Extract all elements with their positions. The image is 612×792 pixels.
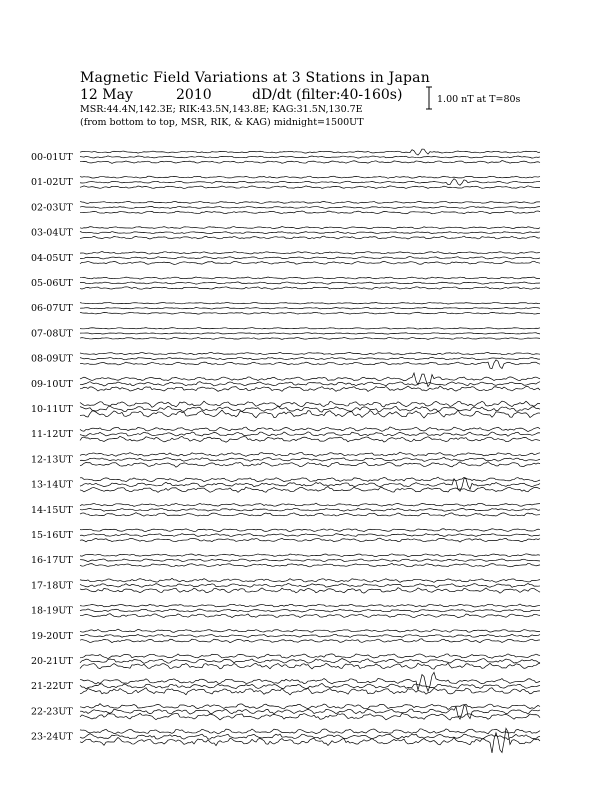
trace-rik-17-18ut: [80, 584, 540, 588]
hour-row-label: 05-06UT: [31, 278, 73, 289]
trace-msr-07-08ut: [80, 337, 540, 339]
trace-rik-12-13ut: [80, 457, 540, 461]
trace-msr-18-19ut: [80, 614, 540, 618]
trace-rik-03-04ut: [80, 232, 540, 234]
trace-kag-00-01ut: [80, 149, 540, 155]
trace-rik-00-01ut: [80, 156, 540, 158]
trace-kag-09-10ut: [80, 373, 540, 387]
trace-msr-01-02ut: [80, 186, 540, 189]
trace-kag-10-11ut: [80, 401, 540, 407]
trace-kag-05-06ut: [80, 277, 540, 279]
trace-rik-14-15ut: [80, 508, 540, 511]
trace-kag-21-22ut: [80, 672, 540, 691]
trace-kag-02-03ut: [80, 201, 540, 203]
hour-row-label: 17-18UT: [31, 580, 73, 592]
hour-row-label: 03-04UT: [31, 227, 73, 239]
trace-kag-06-07ut: [80, 302, 540, 304]
trace-rik-06-07ut: [80, 307, 540, 309]
trace-rik-15-16ut: [80, 534, 540, 537]
trace-msr-17-18ut: [80, 588, 540, 593]
trace-rik-21-22ut: [80, 683, 540, 688]
trace-rik-23-24ut: [80, 734, 540, 740]
hour-row-label: 04-05UT: [31, 252, 73, 264]
hour-row-label: 09-10UT: [31, 378, 73, 390]
hour-row-label: 11-12UT: [31, 429, 73, 441]
hour-row-label: 14-15UT: [31, 504, 73, 516]
trace-rik-07-08ut: [80, 333, 540, 334]
trace-rik-08-09ut: [80, 357, 540, 359]
trace-msr-05-06ut: [80, 287, 540, 289]
scale-bar-label: 1.00 nT at T=80s: [437, 94, 521, 105]
hour-row-label: 22-23UT: [31, 706, 73, 718]
trace-rik-20-21ut: [80, 659, 540, 664]
trace-msr-00-01ut: [80, 161, 540, 164]
quantity-label: dD/dt (filter:40-160s): [252, 87, 403, 103]
trace-msr-06-07ut: [80, 312, 540, 314]
trace-kag-14-15ut: [80, 503, 540, 506]
date-day: 12 May: [80, 87, 133, 103]
trace-msr-09-10ut: [80, 386, 540, 391]
trace-kag-08-09ut: [80, 352, 540, 354]
trace-msr-14-15ut: [80, 513, 540, 516]
hour-row-label: 21-22UT: [31, 681, 73, 693]
trace-rik-13-14ut: [80, 479, 540, 492]
trace-kag-12-13ut: [80, 452, 540, 456]
trace-kag-23-24ut: [80, 729, 540, 734]
hour-row-label: 10-11UT: [31, 404, 73, 415]
trace-msr-19-20ut: [80, 639, 540, 643]
trace-kag-01-02ut: [80, 176, 540, 178]
hour-row-label: 18-19UT: [31, 605, 73, 617]
hour-row-label: 12-13UT: [31, 454, 73, 466]
trace-rik-04-05ut: [80, 256, 540, 259]
trace-rik-16-17ut: [80, 559, 540, 562]
trace-kag-22-23ut: [80, 704, 540, 710]
trace-msr-08-09ut: [80, 360, 540, 369]
trace-kag-13-14ut: [80, 477, 540, 482]
trace-msr-21-22ut: [80, 688, 540, 695]
hour-row-label: 00-01UT: [31, 152, 73, 163]
trace-kag-04-05ut: [80, 252, 540, 255]
chart-title: Magnetic Field Variations at 3 Stations in Japan: [80, 70, 430, 86]
trace-kag-20-21ut: [80, 654, 540, 659]
hour-row-label: 20-21UT: [31, 656, 73, 667]
trace-msr-02-03ut: [80, 211, 540, 214]
hour-row-label: 06-07UT: [31, 303, 73, 315]
trace-rik-09-10ut: [80, 382, 540, 386]
trace-msr-12-13ut: [80, 462, 540, 468]
trace-kag-17-18ut: [80, 578, 540, 582]
scale-bar-icon: [426, 87, 432, 109]
trace-kag-18-19ut: [80, 604, 540, 607]
trace-rik-19-20ut: [80, 634, 540, 637]
trace-order-note: (from bottom to top, MSR, RIK, & KAG) midnight=1500UT: [80, 117, 364, 128]
date-year: 2010: [176, 87, 212, 103]
trace-kag-16-17ut: [80, 554, 540, 557]
hour-row-label: 15-16UT: [31, 530, 73, 541]
trace-msr-13-14ut: [80, 487, 540, 493]
trace-rik-05-06ut: [80, 282, 540, 284]
hour-row-label: 07-08UT: [31, 328, 73, 340]
hour-row-label: 16-17UT: [31, 555, 73, 567]
hour-row-label: 13-14UT: [31, 479, 73, 491]
trace-msr-03-04ut: [80, 236, 540, 239]
trace-kag-15-16ut: [80, 529, 540, 532]
trace-msr-04-05ut: [80, 261, 540, 264]
trace-msr-15-16ut: [80, 538, 540, 542]
hour-row-label: 02-03UT: [31, 202, 73, 214]
trace-msr-16-17ut: [80, 563, 540, 567]
trace-rik-01-02ut: [80, 179, 540, 186]
trace-rik-18-19ut: [80, 609, 540, 612]
hour-row-label: 19-20UT: [31, 630, 73, 642]
hour-row-label: 23-24UT: [31, 731, 73, 743]
trace-kag-11-12ut: [80, 427, 540, 432]
hour-row-label: 08-09UT: [31, 353, 73, 365]
station-coordinates: MSR:44.4N,142.3E; RIK:43.5N,143.8E; KAG:31.5N,130.7E: [80, 104, 363, 115]
hour-rows: [31, 149, 540, 753]
trace-rik-02-03ut: [80, 206, 540, 208]
trace-msr-11-12ut: [80, 436, 540, 442]
trace-msr-20-21ut: [80, 663, 540, 669]
hour-row-label: 01-02UT: [31, 177, 73, 189]
trace-msr-10-11ut: [80, 410, 540, 418]
trace-kag-07-08ut: [80, 328, 540, 329]
trace-kag-03-04ut: [80, 227, 540, 229]
trace-rik-11-12ut: [80, 432, 540, 436]
trace-kag-19-20ut: [80, 629, 540, 632]
